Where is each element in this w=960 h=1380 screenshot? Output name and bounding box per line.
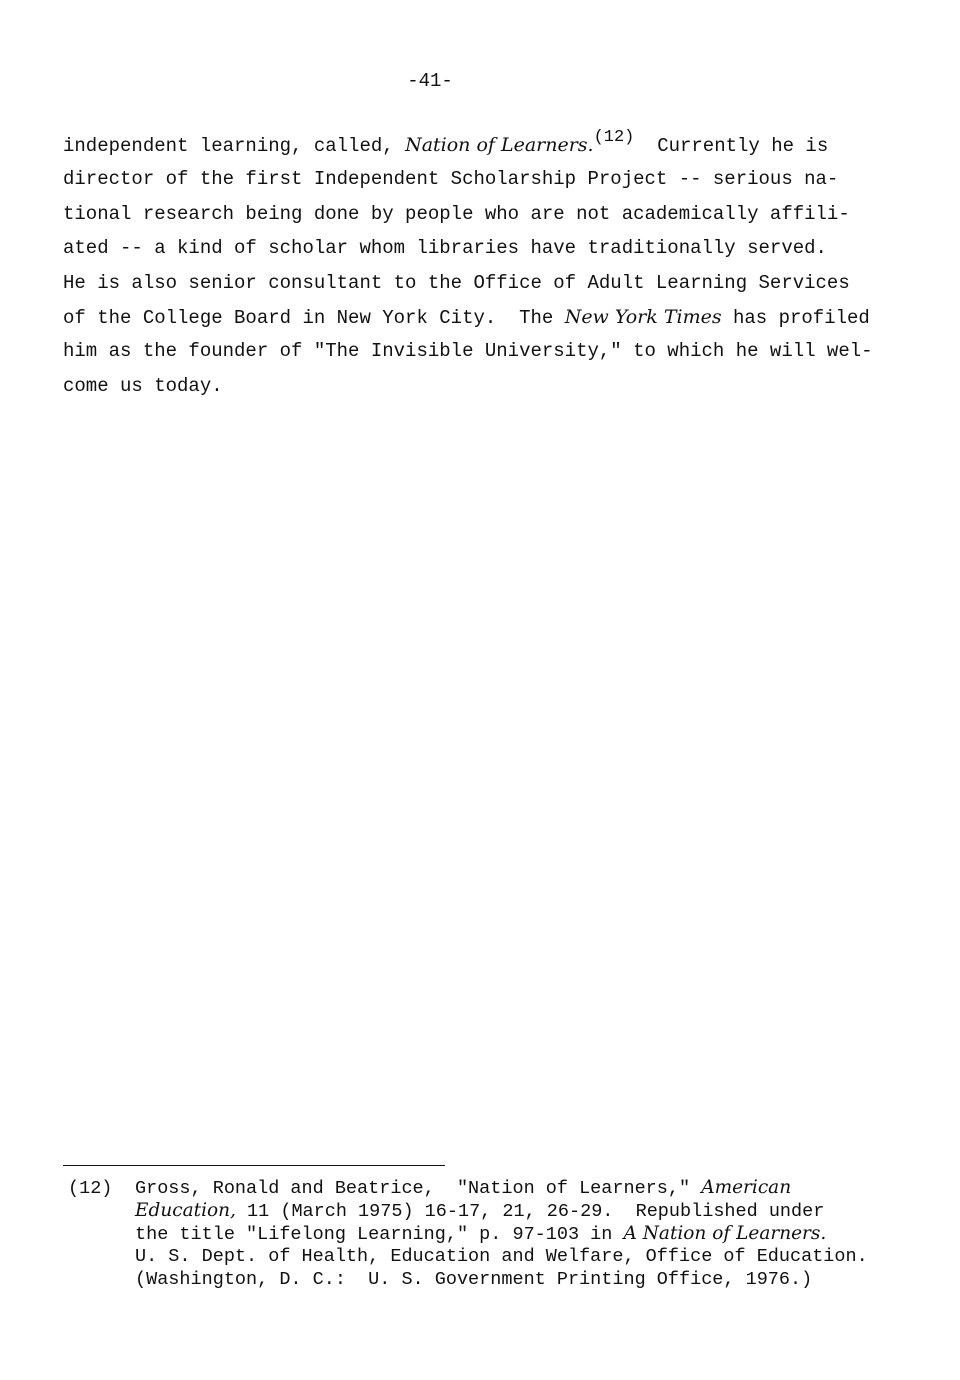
newspaper-title: New York Times: [564, 305, 722, 328]
footnote-divider: [63, 1165, 445, 1166]
footnote-line: [68, 1268, 938, 1291]
body-line: [63, 300, 893, 334]
footnote-marker: (12): [68, 1178, 113, 1199]
body-line: him as the founder of "The Invisible University," to which he will wel-: [63, 340, 873, 363]
body-line: [63, 128, 893, 162]
footnote-line: [68, 1245, 938, 1268]
body-text-segment: of the College Board in New York City. The: [63, 306, 565, 329]
body-text-segment: independent learning, called,: [63, 135, 406, 157]
footnote-text-segment: 11 (March 1975) 16-17, 21, 26-29. Republished under: [235, 1201, 825, 1222]
page-number: -41-: [407, 70, 453, 92]
footnote-line: [68, 1176, 938, 1199]
book-title: A Nation of Learners.: [623, 1223, 827, 1244]
body-text-segment: has profiled: [721, 306, 870, 329]
body-line: come us today.: [63, 374, 223, 397]
body-line: director of the first Independent Scholarship Project -- serious na-: [63, 168, 839, 191]
book-title: Nation of Learners.: [405, 134, 594, 156]
body-line: tional research being done by people who are not academically affili-: [63, 202, 850, 225]
journal-title: American: [701, 1177, 792, 1198]
body-line: He is also senior consultant to the Office of Adult Learning Services: [63, 271, 850, 294]
footnote-text-segment: U. S. Dept. of Health, Education and Welfare, Office of Education.: [135, 1246, 868, 1267]
footnote-text-segment: (Washington, D. C.: U. S. Government Printing Office, 1976.): [135, 1269, 813, 1290]
footnote-text-segment: Gross, Ronald and Beatrice, "Nation of Learners,": [135, 1178, 702, 1199]
journal-title: Education,: [135, 1200, 236, 1221]
body-text-segment: Currently he is: [634, 135, 829, 157]
footnote-reference: (12): [593, 128, 635, 147]
footnote: [68, 1176, 938, 1291]
footnote-text-segment: the title "Lifelong Learning," p. 97-103 in: [135, 1224, 624, 1245]
footnote-line: [68, 1222, 938, 1245]
body-line: ated -- a kind of scholar whom libraries have traditionally served.: [63, 237, 827, 260]
body-paragraph: [63, 128, 893, 403]
footnote-line: [68, 1199, 938, 1222]
